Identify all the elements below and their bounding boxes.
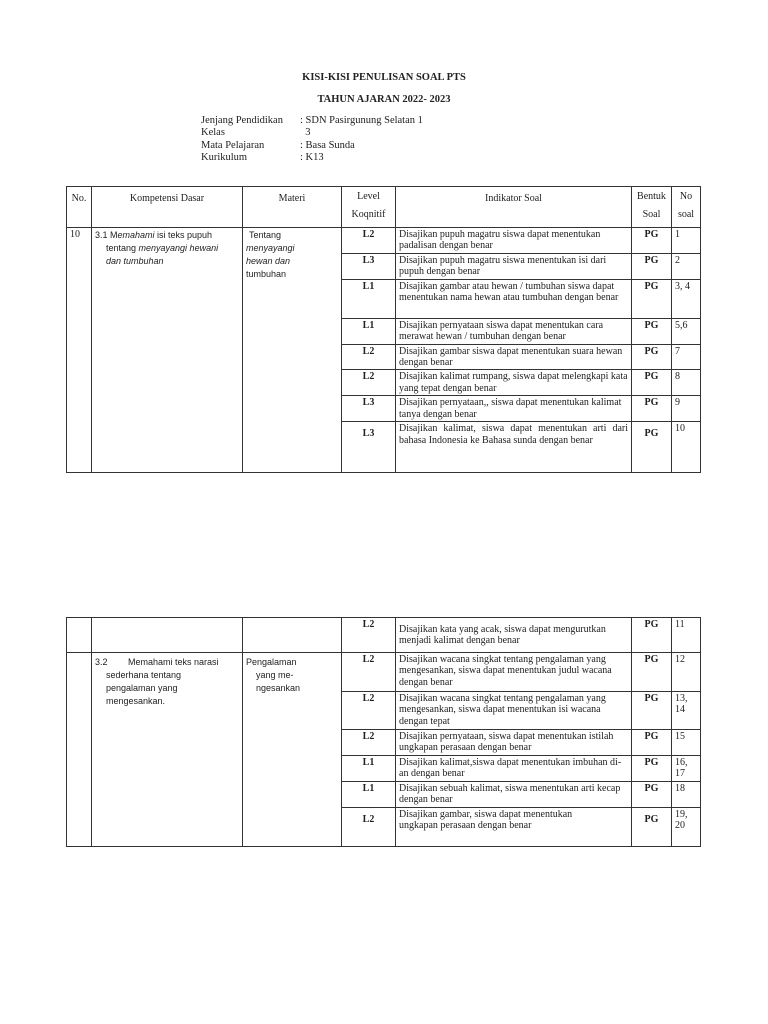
kd-line: pengalaman yang [106,683,178,693]
empty-cell [243,618,342,653]
bentuk-cell: PG [632,396,672,422]
level-cell: L3 [342,396,396,422]
kd-line [95,255,239,268]
level-cell: L2 [342,344,396,370]
bentuk-cell: PG [632,807,672,846]
level-cell: L1 [342,318,396,344]
indikator-cell: Disajikan pupuh magatru siswa dapat menentukan padalisan dengan benar [396,228,632,254]
header-materi: Materi [243,187,342,228]
table-row [67,228,701,254]
empty-cell [92,618,243,653]
indikator-cell: Disajikan kalimat rumpang, siswa dapat melengkapi kata yang tepat dengan benar [396,370,632,396]
table-header-row [67,187,701,228]
indikator-cell: Disajikan kalimat,siswa dapat menentukan imbuhan di-an dengan benar [396,755,632,781]
materi-line: Pengalaman [246,657,297,667]
indikator-cell: Disajikan gambar, siswa dapat menentukan ungkapan perasaan dengan benar [396,807,632,846]
row-number [67,653,92,847]
nosoal-cell: 13, 14 [672,692,701,730]
nosoal-cell: 12 [672,653,701,692]
header-bentuk-line2: Soal [642,209,661,220]
empty-cell [67,618,92,653]
materi-line: yang me- [256,670,294,680]
kisi-kisi-table-2 [66,617,701,847]
indikator-cell: Disajikan gambar siswa dapat menentukan suara hewan dengan benar [396,344,632,370]
level-cell: L2 [342,370,396,396]
level-cell: L2 [342,228,396,254]
info-row-jenjang [201,115,423,127]
nosoal-cell: 5,6 [672,318,701,344]
header-bentuk-soal [632,187,672,228]
level-cell: L3 [342,422,396,473]
bentuk-cell: PG [632,653,672,692]
kd-text-italic: menyayangi hewani [138,243,219,253]
header-kompetensi-dasar: Kompetensi Dasar [92,187,243,228]
document-title: KISI-KISI PENULISAN SOAL PTS [302,72,466,83]
bentuk-cell: PG [632,344,672,370]
row-number: 10 [67,228,92,473]
header-level [342,187,396,228]
kd-line: sederhana tentang [106,670,182,680]
nosoal-cell: 10 [672,422,701,473]
kd-text: tentang [106,243,139,253]
info-value: : K13 [300,151,324,163]
bentuk-cell: PG [632,228,672,254]
level-cell: L1 [342,755,396,781]
indikator-cell: Disajikan sebuah kalimat, siswa menentukan arti kecap dengan benar [396,781,632,807]
kd-text: 3.1 M [95,230,118,240]
indikator-cell: Disajikan wacana singkat tentang pengalaman yang mengesankan, siswa dapat menentukan judul wacana dengan benar [396,653,632,692]
level-cell: L2 [342,807,396,846]
bentuk-cell: PG [632,781,672,807]
level-cell: L1 [342,781,396,807]
kompetensi-dasar-cell [92,653,243,847]
info-value: : Basa Sunda [300,139,355,151]
kd-text-italic: emahami [117,230,155,240]
info-row-mapel [201,140,423,152]
info-label: Mata Pelajaran [201,139,265,151]
info-value: 3 [300,127,311,139]
nosoal-cell: 11 [672,618,701,653]
nosoal-cell: 16, 17 [672,755,701,781]
nosoal-cell: 3, 4 [672,279,701,318]
materi-line: Tentang [249,230,282,240]
header-nosoal-line2: soal [677,209,695,220]
kd-text: 3.2 [95,657,108,667]
header-indikator: Indikator Soal [396,187,632,228]
kisi-kisi-table-1 [66,186,701,473]
level-cell: L2 [342,653,396,692]
header-no-soal [672,187,701,228]
table-row [67,653,701,692]
indikator-cell: Disajikan pupuh magatru siswa menentukan isi dari pupuh dengan benar [396,253,632,279]
bentuk-cell: PG [632,279,672,318]
info-label: Jenjang Pendidikan [201,115,283,126]
bentuk-cell: PG [632,692,672,730]
bentuk-cell: PG [632,422,672,473]
bentuk-cell: PG [632,253,672,279]
nosoal-cell: 1 [672,228,701,254]
bentuk-cell: PG [632,618,672,653]
nosoal-cell: 15 [672,730,701,756]
indikator-cell: Disajikan kalimat, siswa dapat menentukan arti dari bahasa Indonesia ke Bahasa sunda dengan benar [396,422,632,473]
header-no: No. [67,187,92,228]
bentuk-cell: PG [632,730,672,756]
header-level-line2: Koqnitif [351,209,386,220]
nosoal-cell: 7 [672,344,701,370]
info-row-kelas [201,127,423,139]
level-cell: L2 [342,618,396,653]
info-label: Kelas [201,127,225,139]
materi-cell [243,653,342,847]
materi-cell [243,228,342,473]
indikator-cell: Disajikan pernyataan, siswa dapat menentukan istilah ungkapan perasaan dengan benar [396,730,632,756]
materi-line [246,255,338,268]
materi-line [246,242,338,255]
document-info [201,115,423,164]
nosoal-cell: 2 [672,253,701,279]
bentuk-cell: PG [632,318,672,344]
indikator-cell: Disajikan gambar atau hewan / tumbuhan siswa dapat menentukan nama hewan atau tumbuhan dengan benar [396,279,632,318]
header-level-line1: Level [357,191,380,202]
nosoal-cell: 9 [672,396,701,422]
kd-line: mengesankan. [106,696,166,706]
level-cell: L3 [342,253,396,279]
level-cell: L2 [342,730,396,756]
kd-text-italic: dan tumbuhan [106,256,164,266]
nosoal-cell: 18 [672,781,701,807]
level-cell: L2 [342,692,396,730]
indikator-cell: Disajikan wacana singkat tentang pengalaman yang mengesankan, siswa dapat menentukan isi wacana dengan tepat [396,692,632,730]
indikator-cell: Disajikan pernyataan siswa dapat menentukan cara merawat hewan / tumbuhan dengan benar [396,318,632,344]
nosoal-cell: 8 [672,370,701,396]
header-nosoal-line1: No [679,191,693,202]
table-row [67,618,701,653]
kompetensi-dasar-cell [92,228,243,473]
info-value: : SDN Pasirgunung Selatan 1 [300,115,423,126]
indikator-cell: Disajikan kata yang acak, siswa dapat mengurutkan menjadi kalimat dengan benar [396,618,632,653]
materi-line: ngesankan [256,683,301,693]
nosoal-cell: 19, 20 [672,807,701,846]
kd-text: Memahami teks narasi [128,657,219,667]
kd-line [95,656,239,669]
materi-text-italic: menyayangi [246,243,295,253]
indikator-cell: Disajikan pernyataan,, siswa dapat menentukan kalimat tanya dengan benar [396,396,632,422]
header-bentuk-line1: Bentuk [637,191,666,202]
kd-text: isi teks pupuh [154,230,213,240]
bentuk-cell: PG [632,755,672,781]
materi-text-italic: hewan dan [246,256,291,266]
info-row-kurikulum [201,152,423,164]
materi-line: tumbuhan [246,269,287,279]
level-cell: L1 [342,279,396,318]
document-subtitle: TAHUN AJARAN 2022- 2023 [317,94,451,105]
kd-line [95,229,239,242]
info-label: Kurikulum [201,151,248,163]
kd-line [95,242,239,255]
bentuk-cell: PG [632,370,672,396]
